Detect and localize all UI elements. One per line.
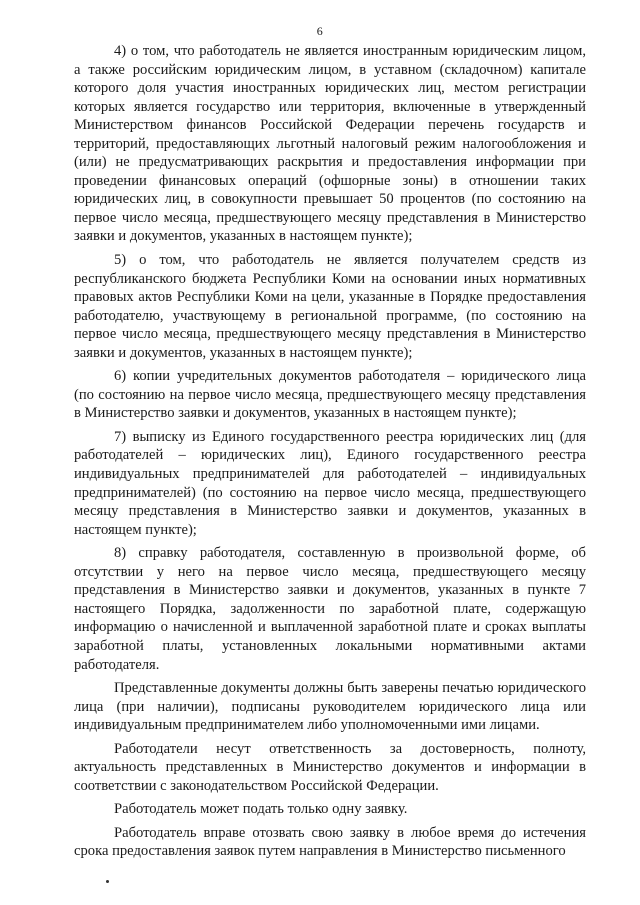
- paragraph-withdrawal: Работодатель вправе отозвать свою заявку в любое время до истечения срока предоставления заявок путем направления в Министерство письменного: [74, 824, 586, 860]
- paragraph-item-5: 5) о том, что работодатель не является получателем средств из республиканского бюджета Республики Коми на основании иных нормативных правовых актов Республики Коми на цели, указанные в Порядке предоставления работодателю, участвующему в региональной программе, (по состоянию на первое число месяца, предшествующего месяцу представления в Министерство заявки и документов, указанных в настоящем пункте);: [74, 252, 586, 361]
- page-number: 6: [316, 24, 324, 38]
- paragraph-item-8: 8) справку работодателя, составленную в произвольной форме, об отсутствии у него на первое число месяца, предшествующего месяцу представления в Министерство заявки и документов, указанных в пункте 7 настоящего Порядка, задолженности по заработной плате, содержащую информацию о начисленной и выплаченной заработной плате и сроках выплаты заработной платы, установленных локальными нормативными актами работодателя.: [74, 545, 586, 673]
- document-body: [74, 42, 586, 861]
- paragraph-single-application: Работодатель может подать только одну заявку.: [114, 801, 408, 818]
- paragraph-responsibility: Работодатели несут ответственность за достоверность, полноту, актуальность представленных в Министерство документов и информации в соответствии с законодательством Российской Федерации.: [74, 740, 586, 794]
- paragraph-item-7: 7) выписку из Единого государственного реестра юридических лиц (для работодателей – юридических лиц), Единого государственного реестра индивидуальных предпринимателей для работодателей – индивидуальных предпринимателей) (по состоянию на первое число месяца, предшествующего месяцу представления в Министерство заявки и документов, указанных в настоящем пункте);: [74, 428, 586, 538]
- paragraph-certification: Представленные документы должны быть заверены печатью юридического лица (при наличии), подписаны руководителем юридического лица или индивидуальным предпринимателем либо уполномоченными ими лицами.: [74, 680, 586, 734]
- paragraph-item-6: 6) копии учредительных документов работодателя – юридического лица (по состоянию на первое число месяца, предшествующего месяцу представления в Министерство заявки и документов, указанных в настоящем пункте);: [74, 368, 586, 422]
- paragraph-item-4: 4) о том, что работодатель не является иностранным юридическим лицом, а также российским юридическим лицом, в уставном (складочном) капитале которого доля участия иностранных юридических лиц, местом регистрации которых является государство или территория, включенные в утвержденный Министерством финансов Российской Федерации перечень государств и территорий, предоставляющих льготный налоговый режим налогообложения и (или) не предусматривающих раскрытия и предоставления информации при проведении финансовых операций (офшорные зоны) в отношении таких юридических лиц, в совокупности превышает 50 процентов (по состоянию на первое число месяца, предшествующего месяцу представления в Министерство заявки и документов, указанных в настоящем пункте);: [74, 43, 586, 245]
- scan-dot: [106, 880, 109, 883]
